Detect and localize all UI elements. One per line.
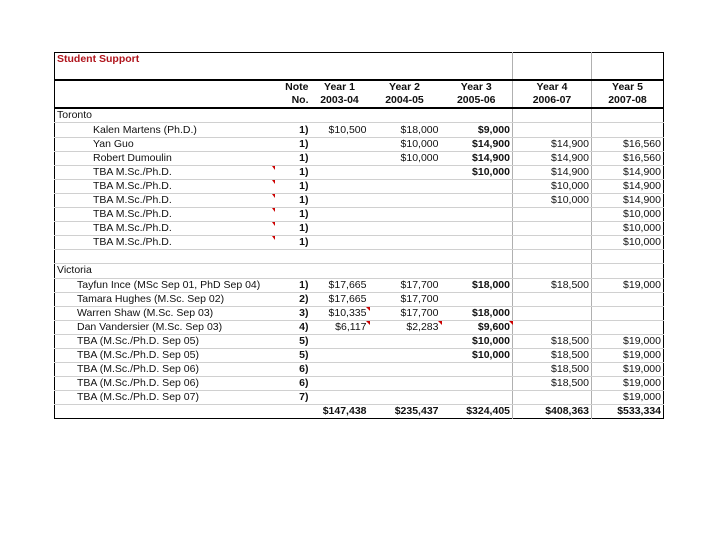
student-name[interactable]: TBA (M.Sc./Ph.D. Sep 05): [55, 334, 281, 348]
amount-cell[interactable]: $10,000: [513, 179, 592, 193]
total-amount: $408,363: [513, 405, 592, 419]
note-number: 1): [281, 278, 311, 292]
amount-cell[interactable]: [311, 165, 369, 179]
amount-cell[interactable]: $17,700: [369, 292, 441, 306]
year-period-header: 2006-07: [513, 94, 592, 108]
amount-cell[interactable]: [311, 236, 369, 250]
amount-cell[interactable]: [592, 123, 664, 137]
amount-cell[interactable]: [311, 193, 369, 207]
amount-cell[interactable]: $19,000: [592, 278, 664, 292]
amount-cell[interactable]: [311, 222, 369, 236]
total-amount: $533,334: [592, 405, 664, 419]
amount-cell[interactable]: [513, 222, 592, 236]
table-row: [55, 334, 664, 348]
year-header: Year 3: [441, 80, 513, 94]
empty-cell[interactable]: [441, 108, 513, 123]
header-row-2: [55, 94, 664, 108]
total-amount: $324,405: [466, 405, 510, 418]
amount-cell[interactable]: [513, 391, 592, 405]
amount-cell[interactable]: [311, 391, 369, 405]
amount-cell[interactable]: $2,283: [369, 320, 441, 334]
table-row: [55, 151, 664, 165]
amount-cell[interactable]: $18,500: [513, 363, 592, 377]
amount-cell[interactable]: $14,900: [513, 165, 592, 179]
empty-cell[interactable]: [513, 264, 592, 278]
note-header: Note: [281, 80, 311, 94]
amount-cell[interactable]: [311, 208, 369, 222]
amount-cell[interactable]: $10,000: [441, 165, 513, 179]
year-period-header: 2007-08: [592, 94, 664, 108]
amount-cell[interactable]: [311, 348, 369, 362]
student-name[interactable]: Tayfun Ince (MSc Sep 01, PhD Sep 04): [55, 278, 281, 292]
amount-cell[interactable]: [441, 363, 513, 377]
empty-cell[interactable]: [592, 264, 664, 278]
empty-cell[interactable]: [55, 66, 281, 80]
note-number: 1): [281, 222, 311, 236]
empty-cell: [55, 94, 281, 108]
student-name[interactable]: Robert Dumoulin: [55, 151, 281, 165]
note-number: 1): [281, 151, 311, 165]
amount-cell[interactable]: $16,560: [592, 137, 664, 151]
empty-cell[interactable]: [513, 108, 592, 123]
amount-cell[interactable]: [369, 222, 441, 236]
note-number: 3): [281, 306, 311, 320]
table-row: [55, 208, 664, 222]
amount-cell[interactable]: [513, 123, 592, 137]
note-number: 5): [281, 348, 311, 362]
amount-cell[interactable]: $18,500: [513, 348, 592, 362]
amount-cell[interactable]: [369, 179, 441, 193]
empty-cell[interactable]: [592, 250, 664, 264]
student-name[interactable]: TBA M.Sc./Ph.D.: [55, 236, 281, 250]
table-row: [55, 348, 664, 362]
amount-cell[interactable]: $17,665: [311, 278, 369, 292]
amount-cell[interactable]: [513, 236, 592, 250]
amount-cell[interactable]: [311, 179, 369, 193]
table-row: [55, 165, 664, 179]
section-row-victoria: [55, 264, 664, 278]
empty-cell[interactable]: [441, 250, 513, 264]
amount-cell[interactable]: [441, 391, 513, 405]
amount-cell[interactable]: [369, 208, 441, 222]
amount-cell[interactable]: [369, 377, 441, 391]
student-name[interactable]: TBA M.Sc./Ph.D.: [55, 193, 281, 207]
year-header: Year 5: [592, 80, 664, 94]
note-number: 1): [281, 179, 311, 193]
student-name[interactable]: TBA M.Sc./Ph.D.: [55, 222, 281, 236]
amount-cell[interactable]: $10,000: [369, 137, 441, 151]
amount-cell[interactable]: $17,700: [369, 278, 441, 292]
note-header: No.: [281, 94, 311, 108]
amount-cell[interactable]: $19,000: [592, 334, 664, 348]
amount-cell[interactable]: [441, 377, 513, 391]
empty-cell[interactable]: [281, 264, 311, 278]
student-name[interactable]: TBA M.Sc./Ph.D.: [55, 208, 281, 222]
total-amount: $147,438: [322, 405, 367, 418]
empty-cell[interactable]: [441, 264, 513, 278]
amount-cell[interactable]: [311, 151, 369, 165]
empty-cell[interactable]: [311, 53, 369, 67]
blank-row: [55, 66, 664, 80]
year-header: Year 4: [513, 80, 592, 94]
amount-cell[interactable]: [592, 320, 664, 334]
student-name[interactable]: Yan Guo: [55, 137, 281, 151]
student-name[interactable]: Warren Shaw (M.Sc. Sep 03): [55, 306, 281, 320]
note-number: 1): [281, 165, 311, 179]
amount-cell[interactable]: [369, 334, 441, 348]
student-name[interactable]: Dan Vandersier (M.Sc. Sep 03): [55, 320, 281, 334]
amount-cell[interactable]: [369, 348, 441, 362]
student-name[interactable]: TBA (M.Sc./Ph.D. Sep 07): [55, 391, 281, 405]
amount-cell[interactable]: [441, 236, 513, 250]
empty-cell[interactable]: [513, 66, 592, 80]
table-row: [55, 278, 664, 292]
amount-cell[interactable]: $14,900: [441, 151, 513, 165]
totals-row: [55, 405, 664, 419]
table-row: [55, 363, 664, 377]
amount-cell[interactable]: $14,900: [513, 137, 592, 151]
table-row: [55, 377, 664, 391]
empty-cell[interactable]: [311, 250, 369, 264]
empty-cell[interactable]: [281, 250, 311, 264]
student-name[interactable]: Kalen Martens (Ph.D.): [55, 123, 281, 137]
amount-cell[interactable]: [513, 306, 592, 320]
empty-cell[interactable]: [441, 53, 513, 67]
note-number: 2): [281, 292, 311, 306]
empty-cell[interactable]: [369, 264, 441, 278]
amount-cell[interactable]: $10,000: [513, 193, 592, 207]
amount-cell[interactable]: $10,335: [311, 306, 369, 320]
amount-cell[interactable]: [513, 208, 592, 222]
amount-cell[interactable]: [441, 193, 513, 207]
amount-cell[interactable]: [369, 193, 441, 207]
year-header: Year 2: [369, 80, 441, 94]
amount-cell[interactable]: $10,000: [592, 236, 664, 250]
section-label: Victoria: [55, 264, 281, 278]
amount-cell[interactable]: $16,560: [592, 151, 664, 165]
empty-cell[interactable]: [592, 66, 664, 80]
year-period-header: 2003-04: [311, 94, 369, 108]
amount-cell[interactable]: $18,500: [513, 278, 592, 292]
amount-cell[interactable]: $10,000: [441, 334, 513, 348]
empty-cell[interactable]: [592, 53, 664, 67]
table-row: [55, 292, 664, 306]
amount-cell[interactable]: $10,000: [592, 222, 664, 236]
empty-cell[interactable]: [55, 250, 281, 264]
note-number: 7): [281, 391, 311, 405]
empty-cell[interactable]: [513, 250, 592, 264]
sheet-title: Student Support: [57, 53, 140, 66]
note-number: 5): [281, 334, 311, 348]
amount-cell[interactable]: $19,000: [592, 363, 664, 377]
section-label: Toronto: [55, 108, 281, 123]
amount-cell[interactable]: $18,000: [441, 306, 513, 320]
amount-cell[interactable]: $14,900: [592, 193, 664, 207]
amount-cell[interactable]: [592, 306, 664, 320]
empty-cell[interactable]: [311, 264, 369, 278]
student-name[interactable]: Tamara Hughes (M.Sc. Sep 02): [55, 292, 281, 306]
empty-cell[interactable]: [281, 66, 311, 80]
table-row: [55, 222, 664, 236]
amount-cell[interactable]: $18,000: [441, 278, 513, 292]
section-row-toronto: [55, 108, 664, 123]
note-number: 6): [281, 363, 311, 377]
table-row: [55, 236, 664, 250]
student-name[interactable]: TBA M.Sc./Ph.D.: [55, 179, 281, 193]
student-name[interactable]: TBA M.Sc./Ph.D.: [55, 165, 281, 179]
empty-cell[interactable]: [513, 53, 592, 67]
header-row-1: [55, 80, 664, 94]
empty-cell[interactable]: [369, 66, 441, 80]
table-row: [55, 320, 664, 334]
amount-cell[interactable]: $14,900: [592, 165, 664, 179]
table-row: [55, 193, 664, 207]
amount-cell[interactable]: [441, 179, 513, 193]
student-name[interactable]: TBA (M.Sc./Ph.D. Sep 05): [55, 348, 281, 362]
year-period-header: 2004-05: [369, 94, 441, 108]
student-name[interactable]: TBA (M.Sc./Ph.D. Sep 06): [55, 363, 281, 377]
note-number: 1): [281, 123, 311, 137]
amount-cell[interactable]: [513, 320, 592, 334]
empty-cell: [55, 405, 281, 419]
empty-cell[interactable]: [281, 108, 311, 123]
note-number: 4): [281, 320, 311, 334]
student-support-sheet: [54, 52, 664, 419]
amount-cell[interactable]: [311, 334, 369, 348]
empty-cell[interactable]: [369, 250, 441, 264]
empty-cell[interactable]: [311, 108, 369, 123]
amount-cell[interactable]: [592, 292, 664, 306]
table-row: [55, 391, 664, 405]
amount-cell[interactable]: $10,500: [311, 123, 369, 137]
amount-cell[interactable]: $18,000: [369, 123, 441, 137]
amount-cell[interactable]: [369, 363, 441, 377]
blank-row: [55, 250, 664, 264]
note-number: 6): [281, 377, 311, 391]
amount-cell[interactable]: $14,900: [592, 179, 664, 193]
student-name[interactable]: TBA (M.Sc./Ph.D. Sep 06): [55, 377, 281, 391]
amount-cell[interactable]: $10,000: [592, 208, 664, 222]
note-number: 1): [281, 208, 311, 222]
table-row: [55, 123, 664, 137]
empty-cell[interactable]: [281, 53, 311, 67]
year-period-header: 2005-06: [441, 94, 513, 108]
amount-cell[interactable]: [311, 377, 369, 391]
note-number: 1): [281, 193, 311, 207]
amount-cell[interactable]: [311, 137, 369, 151]
amount-cell[interactable]: $18,500: [513, 377, 592, 391]
note-number: 1): [281, 236, 311, 250]
empty-cell[interactable]: [311, 66, 369, 80]
empty-cell[interactable]: [369, 53, 441, 67]
amount-cell[interactable]: $9,000: [441, 123, 513, 137]
year-header: Year 1: [311, 80, 369, 94]
amount-cell[interactable]: [311, 363, 369, 377]
amount-cell[interactable]: $19,000: [592, 348, 664, 362]
amount-cell[interactable]: $18,500: [513, 334, 592, 348]
note-number: 1): [281, 137, 311, 151]
amount-cell[interactable]: $6,117: [311, 320, 369, 334]
amount-cell[interactable]: [369, 236, 441, 250]
empty-cell: [55, 80, 281, 94]
amount-cell[interactable]: $10,000: [369, 151, 441, 165]
amount-cell[interactable]: $14,900: [441, 137, 513, 151]
amount-cell[interactable]: [513, 292, 592, 306]
amount-cell[interactable]: $17,700: [369, 306, 441, 320]
amount-cell[interactable]: $17,665: [311, 292, 369, 306]
amount-cell[interactable]: $19,000: [592, 377, 664, 391]
amount-cell[interactable]: [441, 208, 513, 222]
amount-cell[interactable]: [369, 391, 441, 405]
amount-cell[interactable]: $14,900: [513, 151, 592, 165]
amount-cell[interactable]: $9,600: [441, 320, 513, 334]
table-row: [55, 306, 664, 320]
empty-cell[interactable]: [441, 66, 513, 80]
empty-cell: [281, 405, 311, 419]
empty-cell[interactable]: [592, 108, 664, 123]
table-row: [55, 179, 664, 193]
table-row: [55, 137, 664, 151]
amount-cell[interactable]: [441, 222, 513, 236]
amount-cell[interactable]: [441, 292, 513, 306]
total-amount: $235,437: [394, 405, 439, 418]
amount-cell[interactable]: $10,000: [441, 348, 513, 362]
amount-cell[interactable]: $19,000: [592, 391, 664, 405]
title-row: [55, 53, 664, 67]
amount-cell[interactable]: [369, 165, 441, 179]
empty-cell[interactable]: [369, 108, 441, 123]
